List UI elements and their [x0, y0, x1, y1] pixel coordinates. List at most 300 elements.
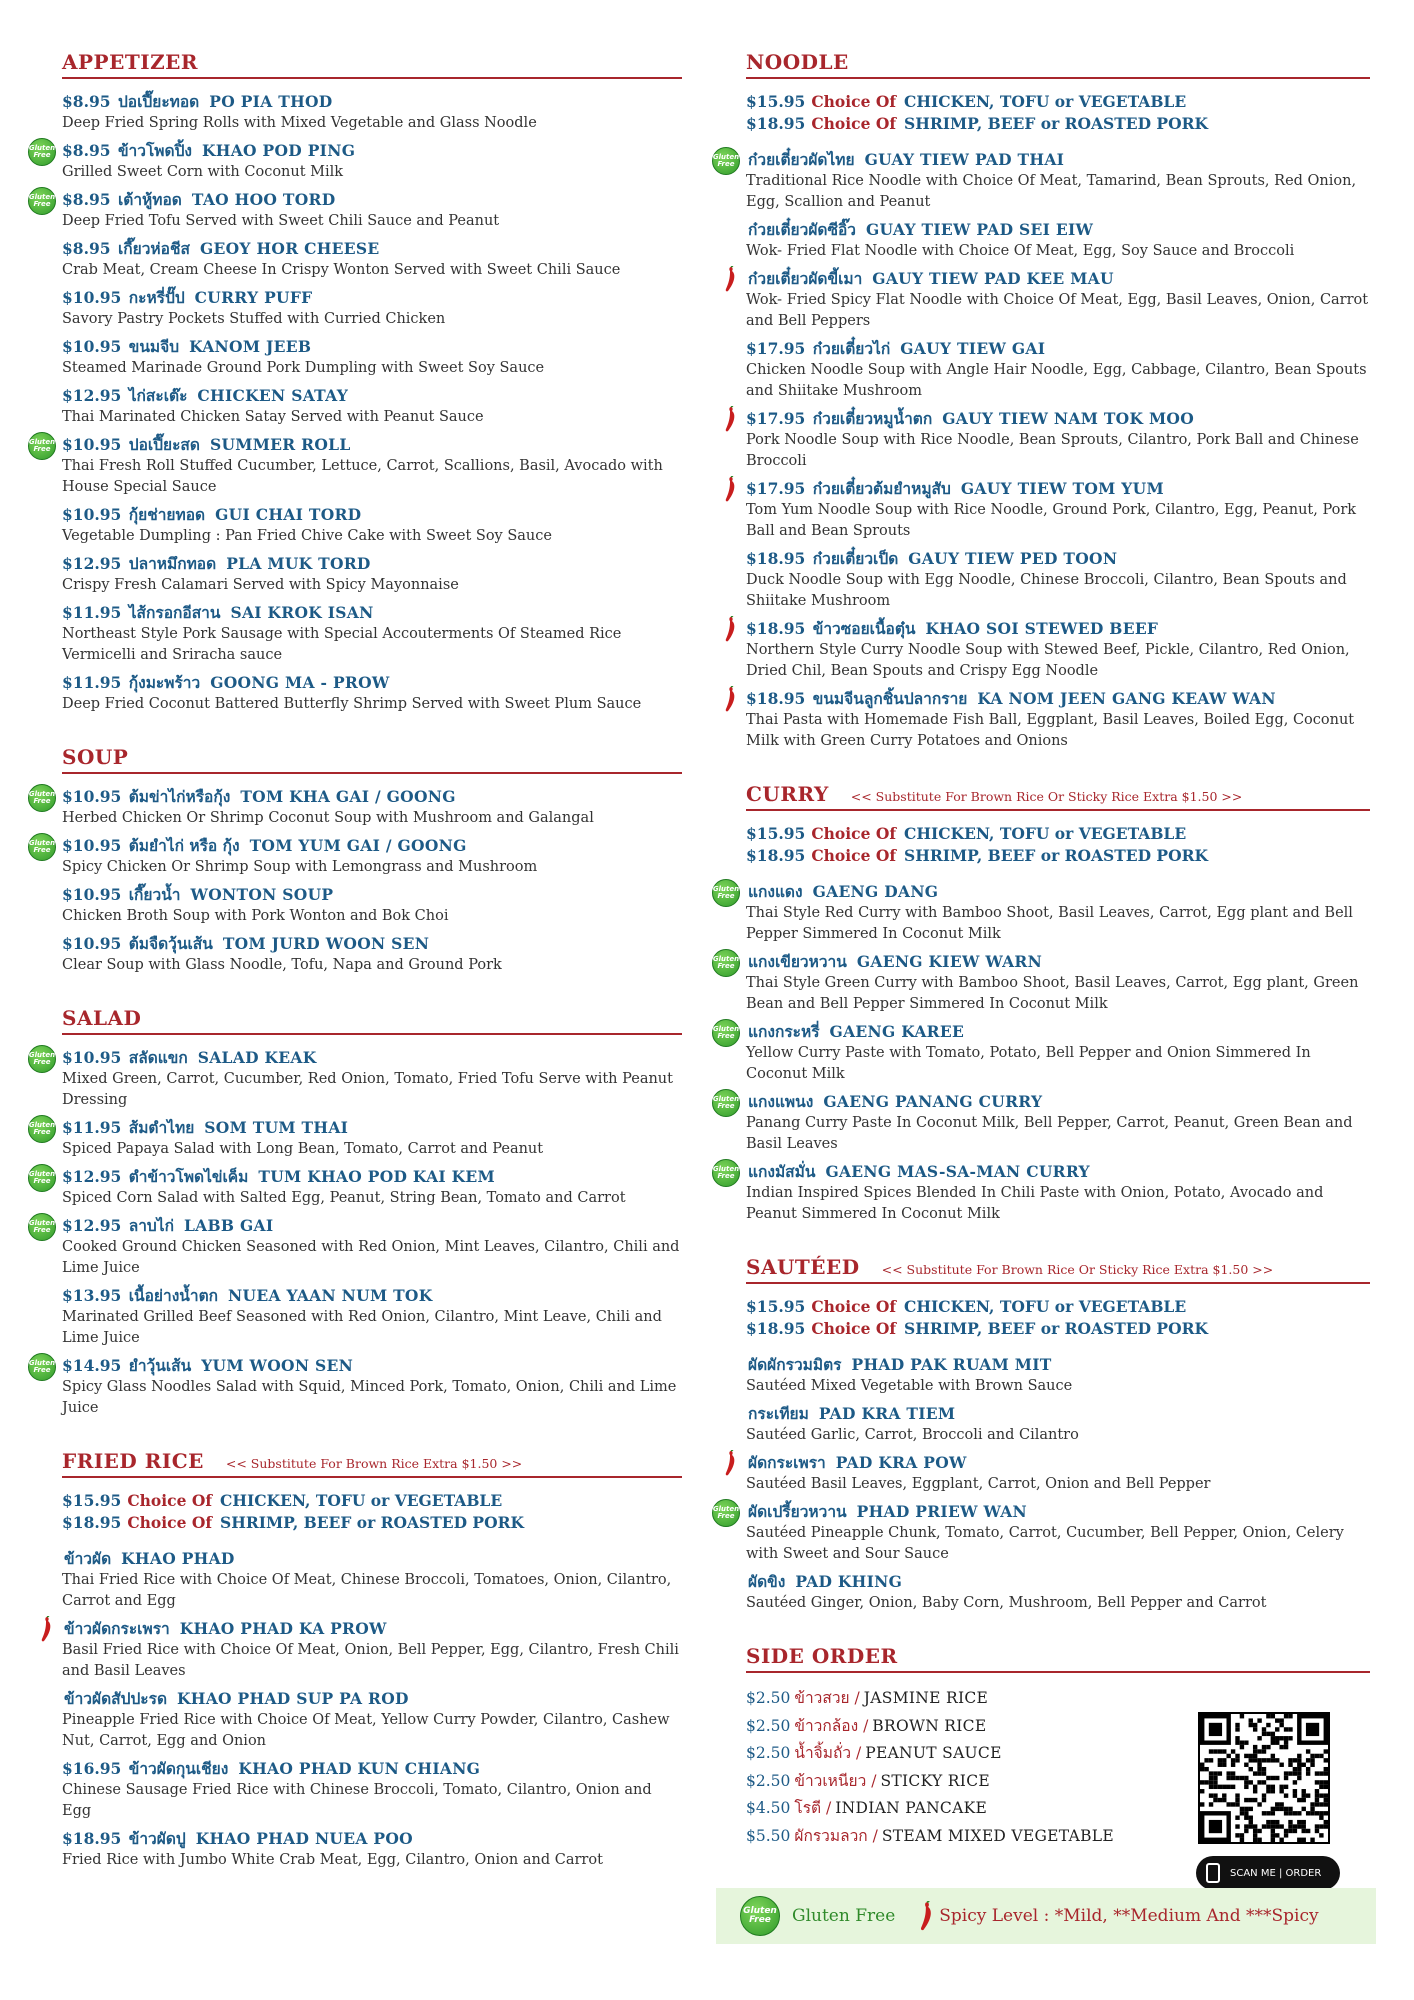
menu-item-english-name: TOM KHA GAI / GOONG [240, 787, 456, 806]
menu-item-description: Wok- Fried Flat Noodle with Choice Of Meat, Egg, Soy Sauce and Broccoli [746, 243, 1295, 259]
choice-price: $15.95 [746, 1297, 806, 1316]
scan-label: SCAN ME | ORDER [1230, 1867, 1322, 1879]
menu-item-price: $8.95 [62, 190, 111, 209]
menu-item-description: Deep Fried Tofu Served with Sweet Chili Sauce and Peanut [62, 213, 500, 229]
gluten-free-icon: Gluten Free [28, 833, 56, 861]
menu-item-thai-name: กุ้ยช่ายทอด [128, 505, 206, 524]
menu-item-name [62, 287, 682, 309]
menu-item-name [62, 336, 682, 358]
menu-item-english-name: NUEA YAAN NUM TOK [228, 1286, 433, 1305]
section-header [62, 1006, 682, 1035]
menu-item-english-name: TUM KHAO POD KAI KEM [258, 1167, 495, 1186]
menu-item-name [62, 1166, 682, 1188]
menu-item-description: Sautéed Garlic, Carrot, Broccoli and Cilantro [746, 1427, 1079, 1443]
menu-item-english-name: SALAD KEAK [197, 1048, 317, 1067]
menu-item-english-name: KHAO PHAD SUP PA ROD [177, 1689, 409, 1708]
menu-item [62, 1285, 682, 1349]
gluten-free-icon: Gluten Free [28, 1164, 56, 1192]
menu-item [62, 504, 682, 547]
menu-item-thai-name: ก๋วยเตี๋ยวผัดขี้เมา [748, 269, 863, 288]
section-title: SOUP [62, 745, 129, 769]
gluten-free-icon: Gluten Free [712, 1499, 740, 1527]
side-order-price: $5.50 [746, 1826, 791, 1845]
menu-item-english-name: SOM TUM THAI [204, 1118, 349, 1137]
menu-item [746, 1571, 1370, 1614]
menu-item-english-name: GAUY TIEW PED TOON [908, 549, 1118, 568]
legend-bar [716, 1888, 1376, 1944]
menu-item-description: Clear Soup with Glass Noodle, Tofu, Napa and Ground Pork [62, 957, 502, 973]
menu-item-price: $17.95 [746, 409, 806, 428]
menu-item-name [746, 478, 1370, 500]
menu-item-price: $12.95 [62, 1167, 122, 1186]
menu-item [746, 338, 1370, 402]
menu-item-description: Traditional Rice Noodle with Choice Of Meat, Tamarind, Bean Sprouts, Red Onion, Egg, Scallion and Peanut [746, 173, 1357, 210]
choice-price: $18.95 [746, 846, 806, 865]
chili-icon [724, 616, 738, 642]
menu-item-thai-name: ส้มตำไทย [128, 1118, 195, 1137]
menu-item-english-name: KHAO PHAD KUN CHIANG [238, 1759, 481, 1778]
menu-item-thai-name: กระเทียม [748, 1404, 809, 1423]
menu-item-english-name: KHAO POD PING [201, 141, 356, 160]
menu-item-english-name: PAD KHING [795, 1572, 903, 1591]
menu-item-thai-name: ต้มจืดวุ้นเส้น [128, 934, 213, 953]
menu-item [62, 602, 682, 666]
menu-item-thai-name: ก๋วยเตี๋ยวผัดซีอิ๊ว [748, 220, 857, 239]
menu-item-price: $17.95 [746, 339, 806, 358]
menu-item-description: Steamed Marinade Ground Pork Dumpling with Sweet Soy Sauce [62, 360, 545, 376]
menu-item [62, 336, 682, 379]
menu-item-thai-name: ก๋วยเตี๋ยวต้มยำหมูสับ [812, 479, 951, 498]
menu-item-price: $10.95 [62, 934, 122, 953]
chili-icon [724, 686, 738, 712]
menu-item-name [62, 553, 682, 575]
side-order-thai-name: โรตี / [794, 1799, 832, 1817]
menu-item-english-name: PO PIA THOD [209, 92, 333, 111]
menu-item-name [62, 835, 682, 857]
menu-item-thai-name: ก๋วยเตี๋ยวหมูน้ำตก [812, 409, 933, 428]
choice-price: $18.95 [62, 1513, 122, 1532]
menu-item-name [746, 1403, 1370, 1425]
menu-item [712, 951, 1370, 1015]
side-order-thai-name: ข้าวเหนียว / [794, 1771, 877, 1790]
menu-item-english-name: SAI KROK ISAN [230, 603, 374, 622]
menu-item [28, 189, 682, 232]
section-header [746, 782, 1370, 811]
gluten-free-icon: Gluten Free [712, 147, 740, 175]
gluten-free-icon: Gluten Free [28, 1213, 56, 1241]
menu-item-english-name: TOM JURD WOON SEN [222, 934, 430, 953]
menu-item-price: $10.95 [62, 505, 122, 524]
menu-item [62, 1548, 682, 1612]
menu-item-english-name: GAENG MAS-SA-MAN CURRY [825, 1162, 1090, 1181]
menu-item-description: Chicken Broth Soup with Pork Wonton and Bok Choi [62, 908, 449, 924]
menu-item [62, 553, 682, 596]
menu-item [62, 933, 682, 976]
menu-item-description: Yellow Curry Paste with Tomato, Potato, Bell Pepper and Onion Simmered In Coconut Milk [746, 1045, 1311, 1082]
section-header [62, 745, 682, 774]
menu-item-thai-name: ต้มข่าไก่หรือกุ้ง [128, 787, 231, 806]
protein-choices [746, 823, 1370, 867]
menu-item-thai-name: เต้าหู้ทอด [117, 190, 182, 209]
protein-choice-row [62, 1490, 682, 1512]
menu-item [746, 548, 1370, 612]
choice-label: Choice Of [811, 846, 897, 865]
menu-item-name [746, 408, 1370, 430]
menu-item [62, 1688, 682, 1752]
menu-item-thai-name: แกงเขียวหวาน [748, 952, 847, 971]
menu-item-thai-name: กะหรี่ปั๊ป [128, 288, 185, 307]
menu-item-price: $10.95 [62, 885, 122, 904]
gluten-free-icon: Gluten Free [28, 138, 56, 166]
menu-item-description: Sautéed Ginger, Onion, Baby Corn, Mushroom, Bell Pepper and Carrot [746, 1595, 1267, 1611]
choice-options: CHICKEN, TOFU or VEGETABLE [904, 1297, 1187, 1316]
menu-section [28, 1006, 682, 1419]
menu-item-price: $12.95 [62, 554, 122, 573]
menu-item [746, 688, 1370, 752]
choice-label: Choice Of [811, 114, 897, 133]
side-order-english-name: INDIAN PANCAKE [835, 1799, 988, 1817]
menu-item-english-name: SUMMER ROLL [209, 435, 351, 454]
menu-item-name [746, 268, 1370, 290]
menu-item-description: Spicy Chicken Or Shrimp Soup with Lemongrass and Mushroom [62, 859, 538, 875]
menu-item [712, 1091, 1370, 1155]
menu-item-description: Northeast Style Pork Sausage with Special Accouterments Of Steamed Rice Vermicelli and Sriracha sauce [62, 626, 622, 663]
menu-item [62, 1618, 682, 1682]
menu-item-english-name: LABB GAI [183, 1216, 274, 1235]
menu-item [746, 478, 1370, 542]
menu-item-thai-name: แกงมัสมั่น [748, 1162, 816, 1181]
qr-code[interactable] [1198, 1712, 1330, 1844]
menu-item-description: Basil Fried Rice with Choice Of Meat, Onion, Bell Pepper, Egg, Cilantro, Fresh Chili and Basil Leaves [62, 1642, 679, 1679]
menu-item-thai-name: กุ้งมะพร้าว [128, 673, 201, 692]
menu-item-thai-name: แกงแดง [748, 882, 803, 901]
side-order-price: $2.50 [746, 1771, 791, 1790]
protein-choice-row [746, 91, 1370, 113]
menu-item-english-name: GAUY TIEW TOM YUM [960, 479, 1164, 498]
menu-item-price: $11.95 [62, 1118, 122, 1137]
menu-item-thai-name: สลัดแขก [128, 1048, 188, 1067]
gluten-free-icon: Gluten Free [740, 1896, 780, 1936]
gluten-free-icon: Gluten Free [28, 1115, 56, 1143]
menu-item-description: Thai Fried Rice with Choice Of Meat, Chinese Broccoli, Tomatoes, Onion, Cilantro, Carrot and Egg [62, 1572, 672, 1609]
menu-item-thai-name: แกงแพนง [748, 1092, 814, 1111]
menu-item-thai-name: ผัดขิง [748, 1572, 786, 1591]
menu-item-name [62, 1828, 682, 1850]
menu-item-english-name: PAD KRA TIEM [818, 1404, 956, 1423]
choice-price: $18.95 [746, 1319, 806, 1338]
protein-choice-row [746, 845, 1370, 867]
menu-item-thai-name: ไก่สะเต๊ะ [128, 386, 188, 405]
side-order-item [746, 1685, 1370, 1713]
menu-item-price: $10.95 [62, 435, 122, 454]
section-note: << Substitute For Brown Rice Or Sticky Rice Extra $1.50 >> [881, 1262, 1274, 1277]
menu-item [746, 408, 1370, 472]
menu-item-description: Tom Yum Noodle Soup with Rice Noodle, Ground Pork, Cilantro, Egg, Peanut, Pork Ball and Bean Sprouts [746, 502, 1357, 539]
menu-item-thai-name: ตำข้าวโพดไข่เค็ม [128, 1167, 249, 1186]
menu-item-english-name: KHAO SOI STEWED BEEF [925, 619, 1159, 638]
section-header [62, 50, 682, 79]
right-column [712, 50, 1370, 1880]
menu-item-thai-name: ข้าวผัดกุนเชียง [128, 1759, 229, 1778]
menu-item [28, 434, 682, 498]
choice-price: $15.95 [62, 1491, 122, 1510]
menu-item-description: Deep Fried Spring Rolls with Mixed Vegetable and Glass Noodle [62, 115, 537, 131]
section-header [746, 1255, 1370, 1284]
choice-label: Choice Of [127, 1513, 213, 1532]
menu-item-name [746, 1091, 1370, 1113]
menu-item-english-name: PAD KRA POW [835, 1453, 967, 1472]
menu-section [62, 1449, 682, 1871]
section-note: << Substitute For Brown Rice Extra $1.50 >> [225, 1456, 523, 1471]
gluten-free-icon: Gluten Free [28, 1045, 56, 1073]
phone-icon [1206, 1863, 1220, 1883]
section-header [62, 1449, 682, 1478]
choice-options: SHRIMP, BEEF or ROASTED PORK [904, 1319, 1208, 1338]
menu-item [62, 884, 682, 927]
menu-item-name [746, 688, 1370, 710]
menu-item [746, 219, 1370, 262]
menu-item-name [746, 618, 1370, 640]
menu-item [712, 1161, 1370, 1225]
menu-item [62, 385, 682, 428]
side-order-english-name: BROWN RICE [872, 1716, 987, 1735]
menu-item-name [62, 1215, 682, 1237]
side-order-price: $2.50 [746, 1744, 791, 1762]
menu-item-description: Savory Pastry Pockets Stuffed with Curried Chicken [62, 311, 446, 327]
section-title: SALAD [62, 1006, 142, 1030]
menu-item-name [62, 140, 682, 162]
menu-item-description: Herbed Chicken Or Shrimp Coconut Soup with Mushroom and Galangal [62, 810, 594, 826]
menu-item-name [746, 1021, 1370, 1043]
menu-item-name [746, 951, 1370, 973]
menu-item-description: Northern Style Curry Noodle Soup with Stewed Beef, Pickle, Cilantro, Red Onion, Dried Chil, Bean Spouts and Crispy Egg Noodle [746, 642, 1350, 679]
legend-spicy-level: Spicy Level : *Mild, **Medium And ***Spicy [939, 1906, 1319, 1926]
menu-item [62, 1828, 682, 1871]
menu-item-price: $18.95 [746, 619, 806, 638]
menu-item-english-name: KANOM JEEB [189, 337, 312, 356]
menu-item-english-name: KHAO PHAD NUEA POO [195, 1829, 413, 1848]
menu-item-description: Chinese Sausage Fried Rice with Chinese Broccoli, Tomato, Cilantro, Onion and Egg [62, 1782, 652, 1819]
menu-item-name [746, 338, 1370, 360]
side-order-thai-name: น้ำจิ้มถั่ว / [794, 1744, 862, 1762]
menu-item-english-name: KHAO PHAD [121, 1549, 235, 1568]
gluten-free-icon: Gluten Free [28, 187, 56, 215]
choice-options: SHRIMP, BEEF or ROASTED PORK [904, 846, 1208, 865]
left-column [28, 50, 682, 1901]
protein-choice-row [746, 1296, 1370, 1318]
menu-item-thai-name: ปลาหมึกทอด [128, 554, 217, 573]
menu-item [746, 618, 1370, 682]
menu-item-description: Sautéed Mixed Vegetable with Brown Sauce [746, 1378, 1073, 1394]
gluten-free-icon: Gluten Free [28, 784, 56, 812]
menu-section [712, 1255, 1370, 1614]
choice-options: SHRIMP, BEEF or ROASTED PORK [904, 114, 1208, 133]
menu-item [712, 1501, 1370, 1565]
menu-item [712, 1021, 1370, 1085]
menu-item-name [62, 1618, 682, 1640]
scan-order-button[interactable] [1196, 1856, 1340, 1890]
choice-options: SHRIMP, BEEF or ROASTED PORK [220, 1513, 524, 1532]
menu-item-thai-name: ข้าวผัดกระเพรา [64, 1619, 170, 1638]
gluten-free-icon: Gluten Free [712, 1089, 740, 1117]
chili-icon [724, 406, 738, 432]
side-order-english-name: PEANUT SAUCE [865, 1744, 1002, 1762]
qr-code-icon [1200, 1714, 1328, 1842]
side-order-price: $4.50 [746, 1799, 791, 1817]
menu-item-thai-name: ต้มยำไก่ หรือ กุ้ง [128, 836, 240, 855]
side-order-title: SIDE ORDER [746, 1644, 898, 1668]
choice-price: $15.95 [746, 824, 806, 843]
menu-item [712, 149, 1370, 213]
menu-item [28, 140, 682, 183]
section-title: SAUTÉED [746, 1255, 860, 1279]
menu-item-price: $11.95 [62, 603, 122, 622]
menu-item-english-name: PHAD PAK RUAM MIT [851, 1355, 1052, 1374]
menu-section [28, 50, 682, 715]
choice-options: CHICKEN, TOFU or VEGETABLE [904, 92, 1187, 111]
menu-item-description: Deep Fried Coconut Battered Butterfly Shrimp Served with Sweet Plum Sauce [62, 696, 642, 712]
side-order-english-name: JASMINE RICE [863, 1689, 989, 1707]
section-title: FRIED RICE [62, 1449, 204, 1473]
menu-item-name [746, 1161, 1370, 1183]
menu-item-thai-name: ผัดกระเพรา [748, 1453, 826, 1472]
menu-item-price: $10.95 [62, 288, 122, 307]
menu-item-english-name: YUM WOON SEN [201, 1356, 354, 1375]
protein-choices [62, 1490, 682, 1534]
choice-label: Choice Of [127, 1491, 213, 1510]
menu-item-description: Thai Fresh Roll Stuffed Cucumber, Lettuce, Carrot, Scallions, Basil, Avocado with House Special Sauce [62, 458, 663, 495]
menu-item-thai-name: เกี๊ยวน้ำ [128, 885, 181, 904]
menu-item-english-name: CHICKEN SATAY [197, 386, 349, 405]
menu-item-description: Grilled Sweet Corn with Coconut Milk [62, 164, 344, 180]
side-order-price: $2.50 [746, 1716, 791, 1735]
menu-item-name [746, 149, 1370, 171]
menu-item-english-name: GUAY TIEW PAD SEI EIW [866, 220, 1094, 239]
menu-item-description: Panang Curry Paste In Coconut Milk, Bell Pepper, Carrot, Peanut, Green Bean and Basil Leaves [746, 1115, 1353, 1152]
menu-item-thai-name: เนื้อย่างน้ำตก [128, 1286, 219, 1305]
menu-item-name [746, 219, 1370, 241]
menu-item-description: Spicy Glass Noodles Salad with Squid, Minced Pork, Tomato, Onion, Chili and Lime Juice [62, 1379, 677, 1416]
menu-item [62, 1758, 682, 1822]
menu-item-name [62, 434, 682, 456]
menu-item-description: Thai Marinated Chicken Satay Served with Peanut Sauce [62, 409, 484, 425]
gluten-free-icon: Gluten Free [712, 1019, 740, 1047]
menu-item-name [62, 884, 682, 906]
menu-item-name [62, 1548, 682, 1570]
menu-item-price: $11.95 [62, 673, 122, 692]
menu-item-english-name: CURRY PUFF [194, 288, 313, 307]
menu-item-english-name: GEOY HOR CHEESE [199, 239, 380, 258]
protein-choice-row [746, 113, 1370, 135]
menu-item-name [62, 1758, 682, 1780]
menu-item-name [62, 786, 682, 808]
menu-item-thai-name: ก๋วยเตี๋ยวผัดไทย [748, 150, 855, 169]
menu-item-description: Pork Noodle Soup with Rice Noodle, Bean Sprouts, Cilantro, Pork Ball and Chinese Broccoli [746, 432, 1359, 469]
menu-item [28, 1047, 682, 1111]
choice-options: CHICKEN, TOFU or VEGETABLE [220, 1491, 503, 1510]
side-order-english-name: STEAM MIXED VEGETABLE [881, 1826, 1114, 1845]
menu-item-name [746, 548, 1370, 570]
protein-choices [746, 1296, 1370, 1340]
menu-item-description: Thai Pasta with Homemade Fish Ball, Eggplant, Basil Leaves, Boiled Egg, Coconut Milk with Green Curry Potatoes and Onions [746, 712, 1355, 749]
menu-item-thai-name: ปอเปี๊ยะทอด [117, 92, 200, 111]
menu-item-thai-name: ผัดเปรี้ยวหวาน [748, 1502, 847, 1521]
menu-item-description: Pineapple Fried Rice with Choice Of Meat, Yellow Curry Powder, Cilantro, Cashew Nut, Carrot, Egg and Onion [62, 1712, 670, 1749]
menu-item-english-name: PLA MUK TORD [226, 554, 371, 573]
menu-item-thai-name: ปอเปี๊ยะสด [128, 435, 200, 454]
menu-item [28, 1166, 682, 1209]
menu-item-english-name: GAENG KIEW WARN [856, 952, 1043, 971]
menu-item-thai-name: ข้าวโพดปิ้ง [117, 141, 192, 160]
menu-item-name [62, 1285, 682, 1307]
menu-item-description: Sautéed Pineapple Chunk, Tomato, Carrot, Cucumber, Bell Pepper, Onion, Celery with Sweet and Sour Sauce [746, 1525, 1344, 1562]
menu-item-price: $13.95 [62, 1286, 122, 1305]
menu-item-thai-name: ขนมจีบ [128, 337, 180, 356]
protein-choice-row [62, 1512, 682, 1534]
menu-item [28, 1355, 682, 1419]
menu-item-english-name: GAENG PANANG CURRY [823, 1092, 1043, 1111]
menu-item-english-name: GAENG DANG [812, 882, 939, 901]
choice-label: Choice Of [811, 1319, 897, 1338]
menu-item [62, 91, 682, 134]
gluten-free-icon: Gluten Free [712, 949, 740, 977]
menu-item [746, 1452, 1370, 1495]
menu-item-description: Marinated Grilled Beef Seasoned with Red Onion, Cilantro, Mint Leave, Chili and Lime Juice [62, 1309, 662, 1346]
menu-item-name [62, 1117, 682, 1139]
chili-icon [919, 1901, 935, 1931]
menu-item-price: $10.95 [62, 787, 122, 806]
menu-item-description: Mixed Green, Carrot, Cucumber, Red Onion, Tomato, Fried Tofu Serve with Peanut Dressing [62, 1071, 673, 1108]
side-order-thai-name: ข้าวกล้อง / [794, 1716, 869, 1735]
menu-item-description: Spiced Corn Salad with Salted Egg, Peanut, String Bean, Tomato and Carrot [62, 1190, 626, 1206]
gluten-free-icon: Gluten Free [28, 1353, 56, 1381]
menu-item [62, 238, 682, 281]
menu-item-thai-name: ข้าวซอยเนื้อตุ๋น [812, 619, 916, 638]
menu-item [28, 786, 682, 829]
menu-item-price: $10.95 [62, 836, 122, 855]
menu-item-english-name: TAO HOO TORD [191, 190, 336, 209]
gluten-free-icon: Gluten Free [712, 879, 740, 907]
menu-item-description: Thai Style Red Curry with Bamboo Shoot, Basil Leaves, Carrot, Egg plant and Bell Pepper Simmered In Coconut Milk [746, 905, 1353, 942]
menu-item-english-name: TOM YUM GAI / GOONG [249, 836, 467, 855]
menu-item [746, 268, 1370, 332]
chili-icon [724, 266, 738, 292]
menu-item-thai-name: ข้าวผัดปู [128, 1829, 186, 1848]
menu-item-thai-name: เกี๊ยวห่อชีส [117, 239, 190, 258]
choice-label: Choice Of [811, 1297, 897, 1316]
menu-item-name [62, 1355, 682, 1377]
section-title: APPETIZER [62, 50, 199, 74]
menu-item [712, 881, 1370, 945]
menu-item-name [746, 881, 1370, 903]
side-order-thai-name: ข้าวสวย / [794, 1689, 860, 1707]
menu-item-name [62, 1688, 682, 1710]
protein-choices [746, 91, 1370, 135]
menu-item-thai-name: ก๋วยเตี๋ยวไก่ [812, 339, 891, 358]
menu-item-name [746, 1501, 1370, 1523]
menu-item-price: $18.95 [62, 1829, 122, 1848]
menu-item-price: $12.95 [62, 386, 122, 405]
menu-item-price: $8.95 [62, 141, 111, 160]
menu-item-name [62, 504, 682, 526]
menu-item-name [62, 385, 682, 407]
menu-item-price: $10.95 [62, 1048, 122, 1067]
menu-item-price: $18.95 [746, 689, 806, 708]
menu-item-price: $16.95 [62, 1759, 122, 1778]
menu-item-name [62, 672, 682, 694]
gluten-free-icon: Gluten Free [712, 1159, 740, 1187]
choice-price: $18.95 [746, 114, 806, 133]
